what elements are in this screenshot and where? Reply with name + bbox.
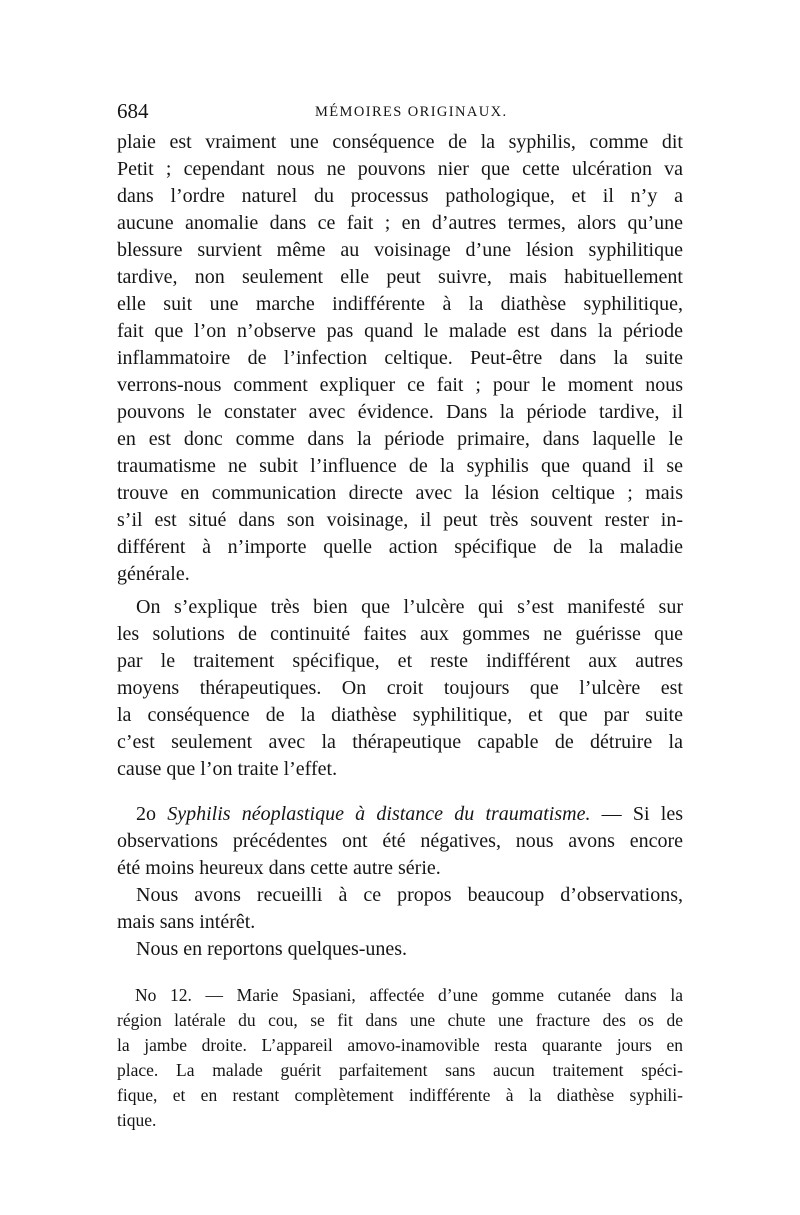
text-line: région latérale du cou, se fit dans une chute une fracture des os de bbox=[117, 1010, 683, 1030]
text-line: Nous avons recueilli à ce propos beaucoup d’observations, bbox=[136, 884, 683, 906]
text-line: observations précédentes ont été négatives, nous avons encore bbox=[117, 830, 683, 852]
text-line: place. La malade guérit parfaitement sans aucun traitement spéci- bbox=[117, 1060, 683, 1080]
text-line: c’est seulement avec la thérapeutique capable de détruire la bbox=[117, 731, 683, 753]
text-line: trouve en communication directe avec la lésion celtique ; mais bbox=[117, 482, 683, 504]
text-line: tique. bbox=[117, 1110, 157, 1130]
text-line: dans l’ordre naturel du processus pathologique, et il n’y a bbox=[117, 185, 683, 207]
text-line: fique, et en restant complètement indifférente à la diathèse syphili- bbox=[117, 1085, 683, 1105]
page-number: 684 bbox=[117, 99, 149, 123]
text-line: la conséquence de la diathèse syphilitique, et que par suite bbox=[117, 704, 683, 726]
text-line: verrons-nous comment expliquer ce fait ; pour le moment nous bbox=[117, 374, 683, 396]
text-line: la jambe droite. L’appareil amovo-inamovible resta quarante jours en bbox=[117, 1035, 683, 1055]
text-line: en est donc comme dans la période primaire, dans laquelle le bbox=[117, 428, 683, 450]
text-line: pouvons le constater avec évidence. Dans la période tardive, il bbox=[117, 401, 683, 423]
page-header bbox=[117, 97, 683, 125]
section-number: 2o bbox=[136, 803, 156, 825]
text-line: fait que l’on n’observe pas quand le malade est dans la période bbox=[117, 320, 683, 342]
section-heading-rest: — Si les bbox=[590, 803, 684, 825]
section-title: Syphilis néoplastique à distance du traumatisme. bbox=[167, 803, 591, 825]
paragraph: Nous en reportons quelques-unes. bbox=[136, 938, 408, 960]
text-line: On s’explique très bien que l’ulcère qui s’est manifesté sur bbox=[136, 596, 683, 618]
text-line: générale. bbox=[117, 563, 190, 585]
text-line: été moins heureux dans cette autre série. bbox=[117, 857, 441, 879]
section-heading-line bbox=[136, 801, 683, 827]
text-line: No 12. — Marie Spasiani, affectée d’une gomme cutanée dans la bbox=[135, 985, 683, 1005]
text-line: cause que l’on traite l’effet. bbox=[117, 758, 338, 780]
text-line: traumatisme ne subit l’influence de la syphilis que quand il se bbox=[117, 455, 683, 477]
text-line: inflammatoire de l’infection celtique. Peut-être dans la suite bbox=[117, 347, 683, 369]
text-line: les solutions de continuité faites aux gommes ne guérisse que bbox=[117, 623, 683, 645]
running-head: MÉMOIRES ORIGINAUX. bbox=[315, 104, 508, 120]
text-line: différent à n’importe quelle action spécifique de la maladie bbox=[117, 536, 683, 558]
text-line: tardive, non seulement elle peut suivre, mais habituellement bbox=[117, 266, 683, 288]
text-line: blessure survient même au voisinage d’une lésion syphilitique bbox=[117, 239, 683, 261]
text-line: s’il est situé dans son voisinage, il peut très souvent rester in- bbox=[117, 509, 683, 531]
text-line: Petit ; cependant nous ne pouvons nier que cette ulcération va bbox=[117, 158, 683, 180]
text-line: mais sans intérêt. bbox=[117, 911, 256, 933]
text-line: par le traitement spécifique, et reste indifférent aux autres bbox=[117, 650, 683, 672]
text-line: moyens thérapeutiques. On croit toujours que l’ulcère est bbox=[117, 677, 683, 699]
text-line: plaie est vraiment une conséquence de la syphilis, comme dit bbox=[117, 131, 683, 153]
text-line: elle suit une marche indifférente à la diathèse syphilitique, bbox=[117, 293, 683, 315]
text-line: aucune anomalie dans ce fait ; en d’autres termes, alors qu’une bbox=[117, 212, 683, 234]
